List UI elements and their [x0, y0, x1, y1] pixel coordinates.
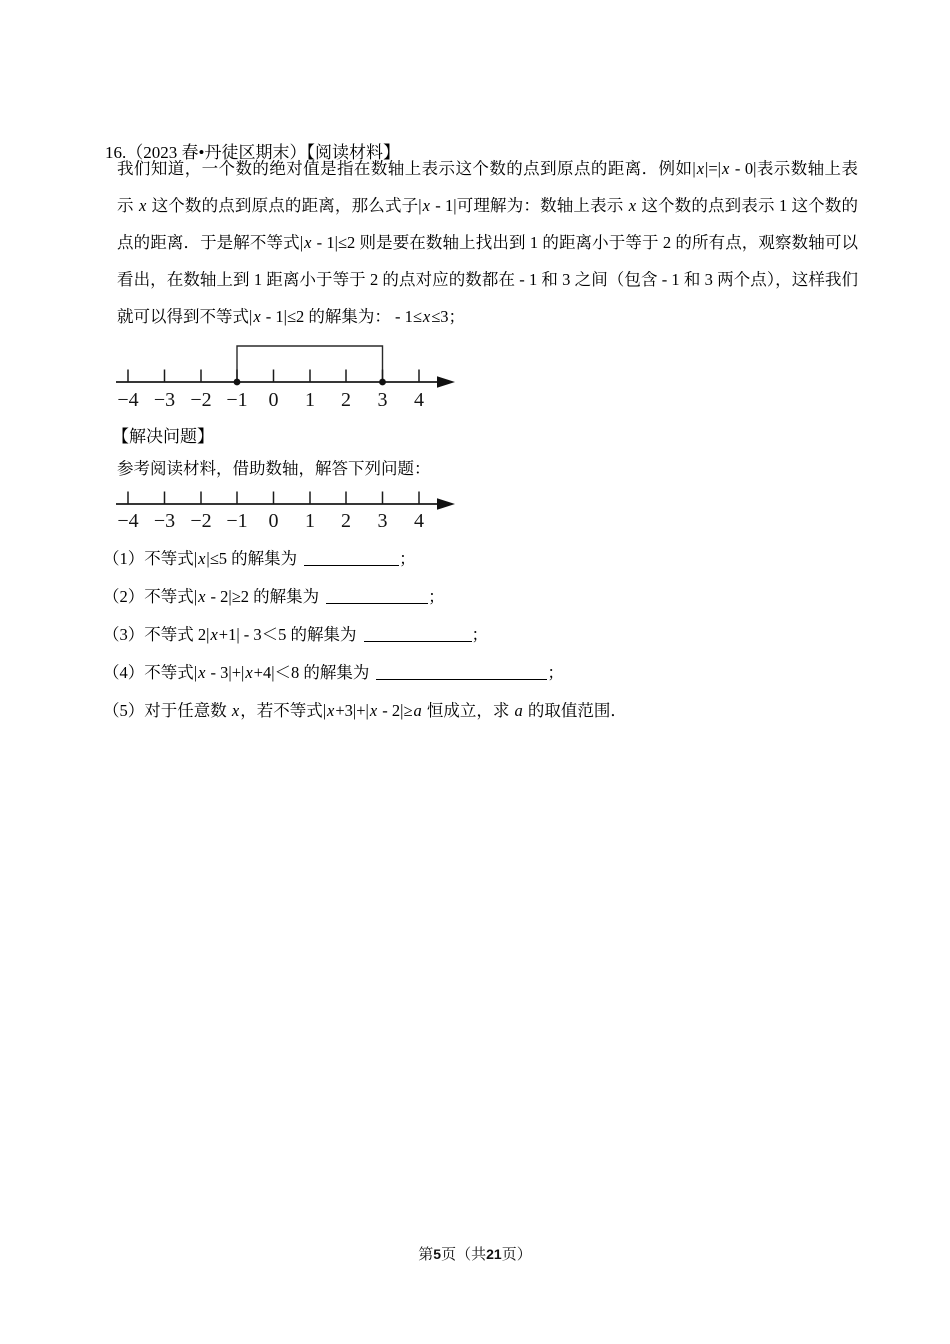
tick-label: 4 — [414, 510, 424, 532]
endpoint-dot — [234, 379, 241, 386]
tick-label: 0 — [268, 389, 279, 411]
tick-label: −4 — [117, 389, 139, 411]
number-line-figure-solving — [108, 460, 460, 532]
tick-label: 2 — [341, 510, 351, 532]
tick-label: −1 — [226, 510, 248, 532]
paragraph-line: 我们知道，一个数的绝对值是指在数轴上表示这个数的点到原点的距离．例如|x|=|x - 0|表示数轴上表 — [117, 159, 858, 178]
question-text: （2）不等式|x - 2|≥2 的解集为 — [103, 587, 320, 606]
question-text: （5）对于任意数 x，若不等式|x+3|+|x - 2|≥a 恒成立，求 a 的取值范围． — [103, 701, 627, 720]
footer-suffix: 页） — [501, 1247, 532, 1263]
axis-arrow-icon — [437, 498, 455, 510]
question-text: （1）不等式|x|≤5 的解集为 — [103, 549, 298, 568]
problem-number: 16. — [105, 143, 127, 162]
tick-label: 1 — [305, 510, 315, 532]
question-row — [103, 583, 445, 607]
question-text: （3）不等式 2|x+1| - 3＜5 的解集为 — [103, 625, 357, 644]
tick-label: 4 — [414, 389, 424, 411]
paragraph-line: 点的距离．于是解不等式|x - 1|≤2 则是要在数轴上找出到 1 的距离小于等于 2 的所有点，观察数轴可以 — [117, 233, 858, 252]
tick-label: 0 — [268, 510, 279, 532]
answer-blank — [364, 626, 472, 642]
answer-blank — [326, 588, 428, 604]
paragraph-line: 看出，在数轴上到 1 距离小于等于 2 的点对应的数都在 - 1 和 3 之间（包含 - 1 和 3 两个点），这样我们 — [117, 270, 858, 289]
tick-label: 3 — [377, 510, 388, 532]
footer-middle: 页（共 — [441, 1247, 487, 1263]
tick-label: 3 — [377, 389, 388, 411]
reading-material-label: 【阅读材料】 — [306, 143, 400, 162]
page-footer — [0, 1243, 950, 1264]
endpoint-dot — [379, 379, 386, 386]
question-suffix: ； — [399, 549, 416, 568]
answer-blank — [376, 664, 547, 680]
tick-label: −2 — [190, 389, 212, 411]
tick-label: −4 — [117, 510, 139, 532]
question-row — [103, 545, 416, 569]
question-row — [103, 621, 488, 645]
tick-label: −1 — [226, 389, 248, 411]
tick-label: 1 — [305, 389, 315, 411]
question-suffix: ； — [471, 625, 488, 644]
footer-page-number: 5 — [433, 1246, 442, 1262]
answer-blank — [304, 550, 399, 566]
instruction-text: 参考阅读材料，借助数轴，解答下列问题： — [117, 459, 431, 478]
axis-arrow-icon — [437, 376, 455, 388]
problem-source: （2023 春•丹徒区期末） — [126, 143, 307, 162]
tick-label: −3 — [153, 510, 176, 532]
question-suffix: ； — [547, 663, 564, 682]
tick-label: −2 — [190, 510, 212, 532]
question-text: （4）不等式|x - 3|+|x+4|＜8 的解集为 — [103, 663, 370, 682]
tick-label: −3 — [153, 389, 176, 411]
question-row — [103, 697, 627, 721]
number-line-figure-reading — [108, 338, 460, 416]
question-row — [103, 659, 564, 683]
footer-total-pages: 21 — [486, 1246, 502, 1262]
paragraph-line: 就可以得到不等式|x - 1|≤2 的解集为： - 1≤x≤3； — [117, 307, 466, 326]
reading-material-paragraph — [117, 150, 858, 335]
paragraph-line: 示 x 这个数的点到原点的距离，那么式子|x - 1|可理解为：数轴上表示 x 这个数的点到表示 1 这个数的 — [117, 196, 859, 215]
footer-prefix: 第 — [418, 1247, 434, 1263]
solving-problem-label: 【解决问题】 — [112, 427, 214, 446]
tick-label: 2 — [341, 389, 351, 411]
question-suffix: ； — [428, 587, 445, 606]
